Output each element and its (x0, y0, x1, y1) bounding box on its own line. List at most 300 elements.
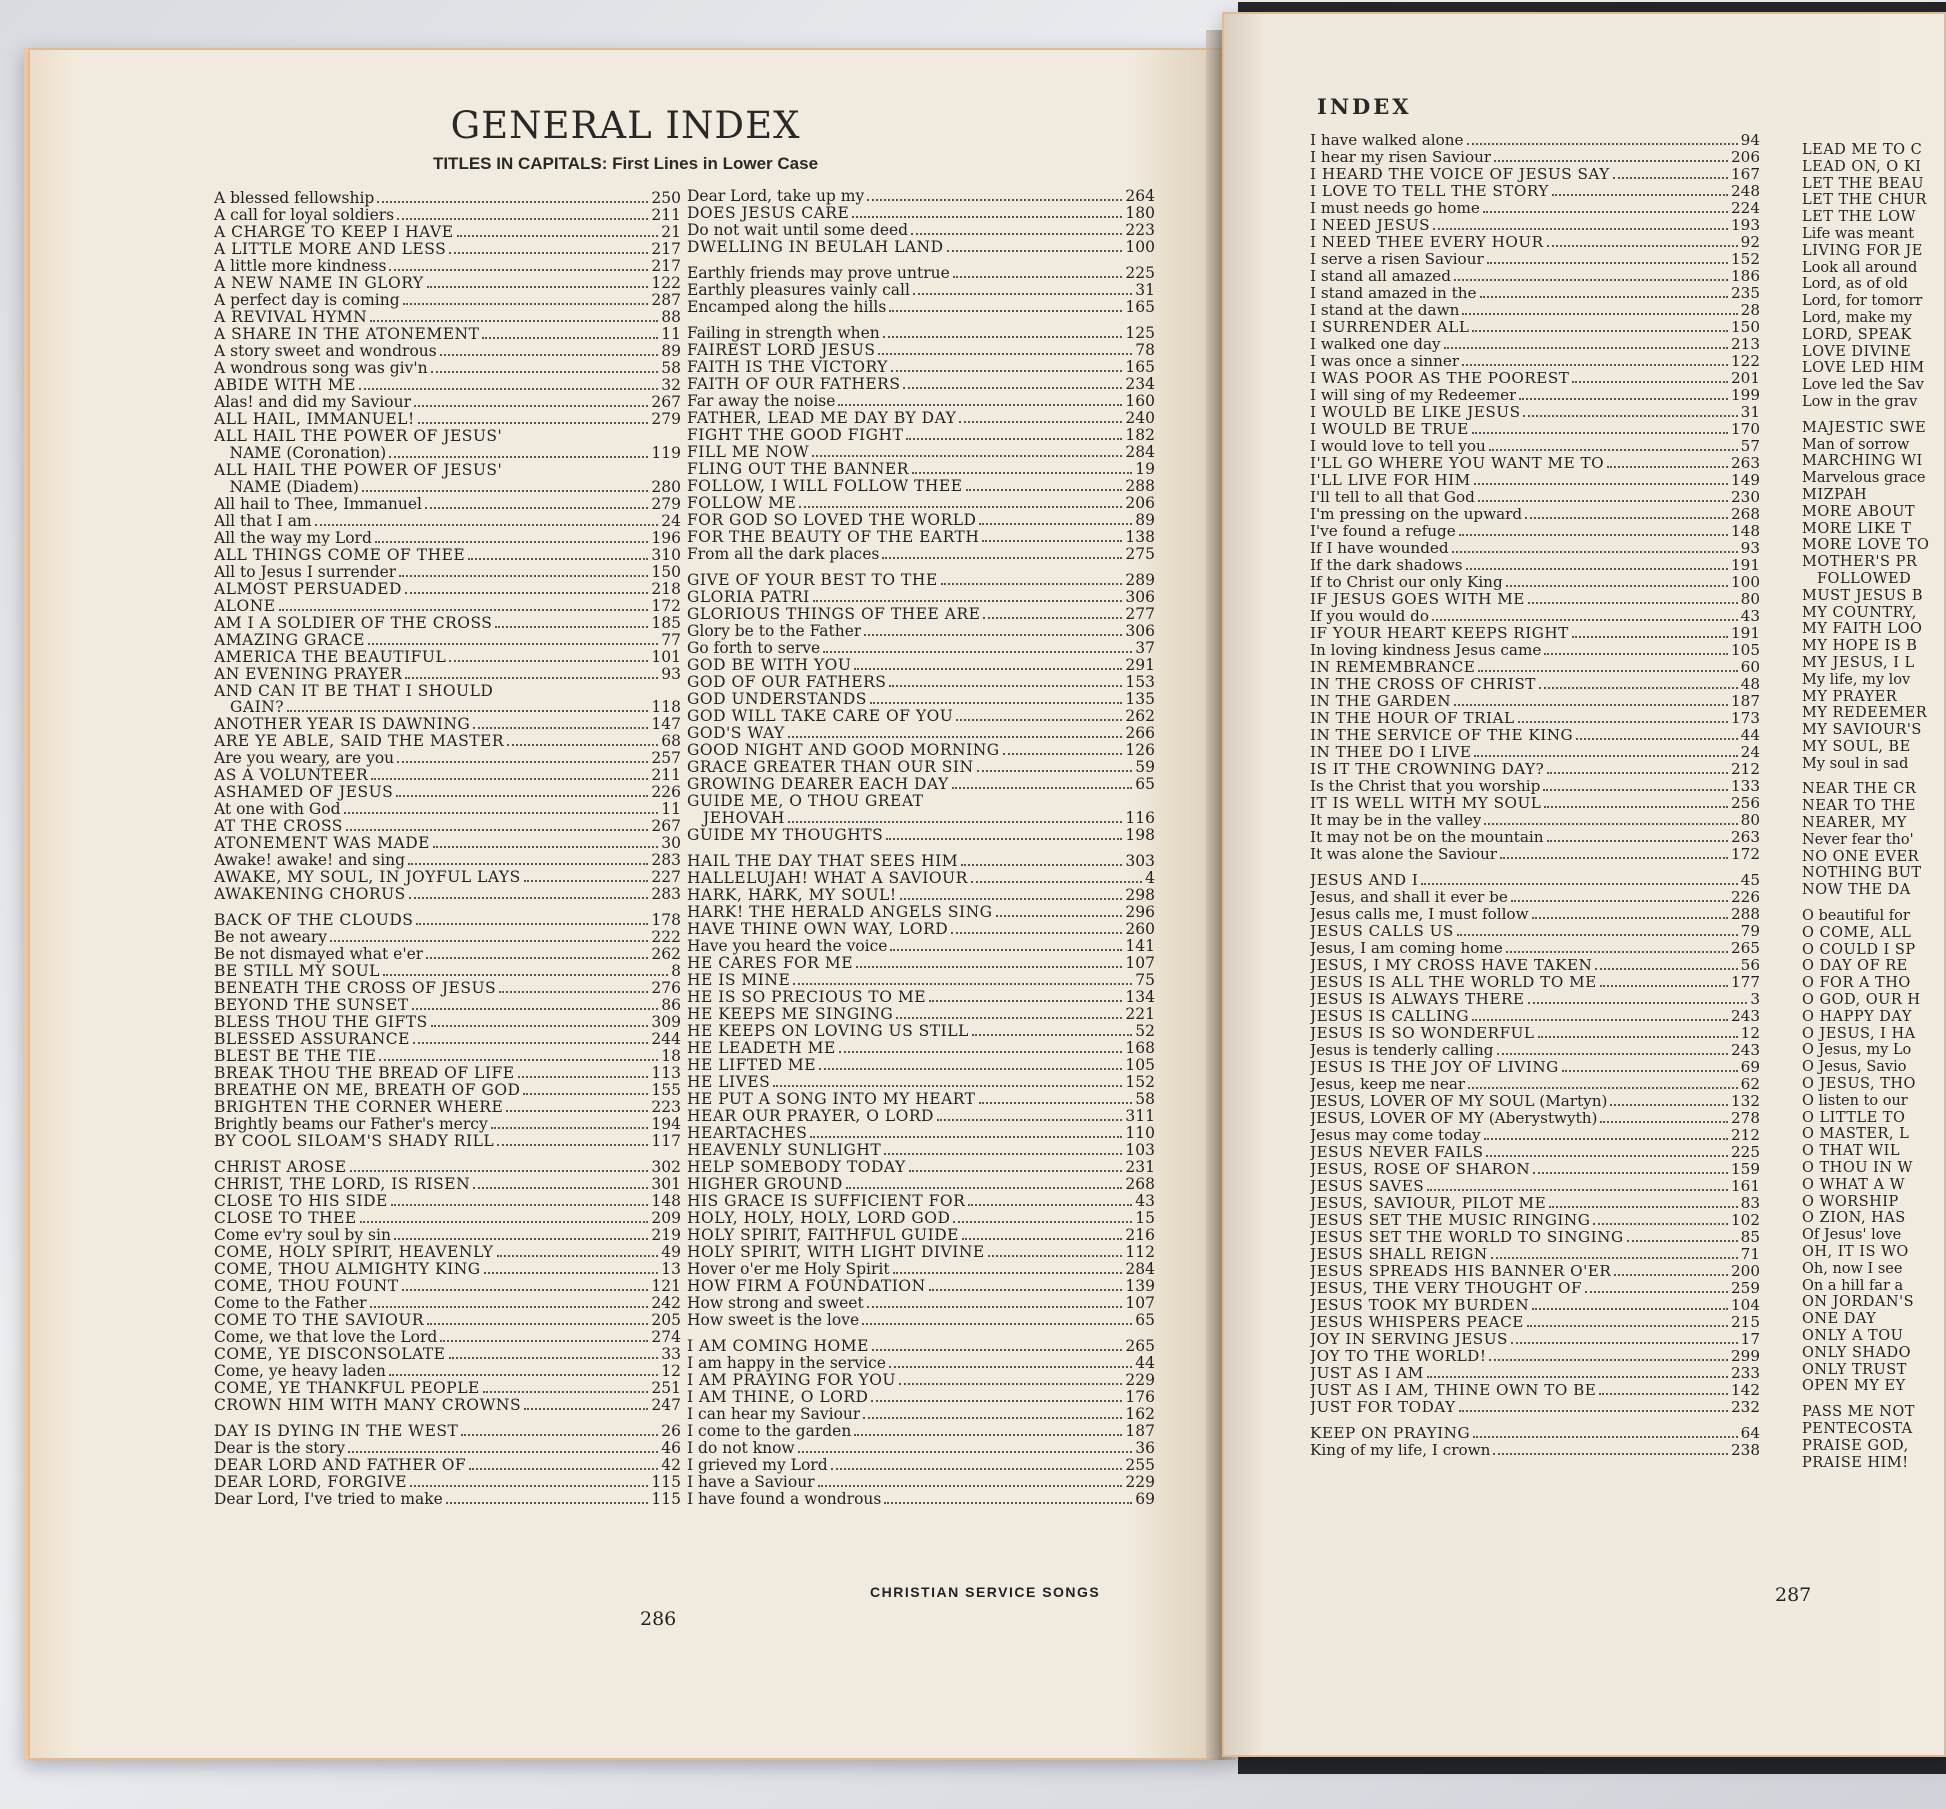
entry-title: HIS GRACE IS SUFFICIENT FOR (687, 1192, 966, 1210)
entry-title: ABIDE WITH ME (214, 377, 356, 394)
entry-title: FAITH OF OUR FATHERS (687, 376, 901, 393)
entry-title: HOW FIRM A FOUNDATION (687, 1277, 926, 1295)
dot-leader (524, 880, 649, 882)
entry-page-number: 30 (661, 835, 681, 853)
dot-leader (1459, 534, 1728, 536)
index-entry (214, 1329, 681, 1346)
entry-title: A REVIVAL HYMN (214, 309, 368, 326)
entry-page-number: 142 (1731, 1382, 1760, 1399)
index-entry (214, 428, 681, 445)
dot-leader (947, 250, 1123, 252)
index-entry (214, 716, 681, 733)
dot-leader (433, 846, 658, 848)
index-entry (1310, 574, 1760, 591)
entry-title: NEAR TO THE (1802, 798, 1916, 815)
entry-page-number: 301 (651, 1176, 681, 1194)
dot-leader (397, 761, 648, 763)
index-entry (687, 708, 1155, 725)
index-entry (687, 1006, 1155, 1023)
dot-leader (891, 370, 1122, 372)
entry-title: JESUS IS ALWAYS THERE (1310, 991, 1525, 1008)
entry-page-number: 221 (1125, 1005, 1155, 1023)
entry-title: Of Jesus' love (1802, 1227, 1902, 1244)
dot-leader (867, 199, 1122, 201)
entry-title: HOLY SPIRIT, WITH LIGHT DIVINE (687, 1243, 985, 1261)
entry-title: O MASTER, L (1802, 1126, 1910, 1143)
index-entry (1310, 906, 1760, 923)
dot-leader (410, 1485, 648, 1487)
entry-title: AND CAN IT BE THAT I SHOULD (214, 682, 494, 700)
entry-title: HE PUT A SONG INTO MY HEART (687, 1090, 976, 1108)
entry-title: PRAISE GOD, (1802, 1437, 1909, 1454)
dot-leader (507, 744, 658, 746)
entry-page-number: 80 (1740, 812, 1760, 829)
index-entry (214, 326, 681, 343)
dot-leader (1613, 177, 1728, 179)
entry-title: MARCHING WI (1802, 453, 1923, 470)
entry-title: ONLY TRUST (1802, 1361, 1907, 1378)
entry-title: I AM COMING HOME (687, 1337, 869, 1355)
index-entry (214, 1295, 681, 1312)
dot-leader (788, 736, 1123, 738)
entry-page-number: 77 (661, 631, 681, 649)
entry-title: O THOU IN W (1802, 1160, 1913, 1177)
entry-title: IN THE GARDEN (1310, 693, 1451, 710)
entry-page-number: 45 (1740, 872, 1760, 889)
dot-leader (389, 1374, 658, 1376)
index-entry (1310, 693, 1760, 710)
dot-leader (482, 337, 658, 339)
entry-title: Be not dismayed what e'er (214, 946, 424, 964)
index-entry (1310, 285, 1760, 302)
dot-leader (889, 310, 1122, 312)
entry-title: GIVE OF YOUR BEST TO THE (687, 572, 938, 589)
entry-title: IN REMEMBRANCE (1310, 659, 1476, 676)
dot-leader (344, 812, 659, 814)
dot-leader (968, 1204, 1132, 1206)
entry-title: ALONE (214, 597, 276, 615)
index-entry (1802, 226, 1946, 243)
dot-leader (375, 541, 649, 543)
entry-title: KEEP ON PRAYING (1310, 1425, 1471, 1442)
index-entry (687, 1338, 1155, 1355)
dot-leader (1523, 415, 1737, 417)
index-entry (1310, 1348, 1760, 1365)
dot-leader (1444, 347, 1728, 349)
dot-leader (852, 216, 1122, 218)
entry-page-number: 150 (1731, 319, 1760, 336)
index-entry (687, 1278, 1155, 1295)
index-entry (1310, 353, 1760, 370)
index-entry (214, 683, 681, 700)
entry-title: FLING OUT THE BANNER (687, 461, 909, 478)
entry-title: JUST FOR TODAY (1310, 1399, 1456, 1416)
index-entry (1802, 1143, 1946, 1160)
entry-page-number: 299 (1731, 1348, 1760, 1365)
index-entry (214, 886, 681, 903)
entry-title: MOTHER'S PR (1802, 554, 1918, 571)
index-entry (1310, 472, 1760, 489)
dot-leader (812, 455, 1122, 457)
entry-page-number: 46 (661, 1440, 681, 1458)
entry-title: IN THE SERVICE OF THE KING (1310, 727, 1574, 744)
dot-leader (1433, 228, 1728, 230)
entry-title: Dear is the story (214, 1440, 346, 1458)
index-entry (1802, 689, 1946, 706)
index-entry (1310, 642, 1760, 659)
dot-leader (1518, 721, 1728, 723)
left-page (24, 48, 1223, 1760)
dot-leader (1421, 883, 1737, 885)
index-entry (687, 1040, 1155, 1057)
entry-title: GROWING DEARER EACH DAY (687, 776, 949, 793)
entry-page-number: 191 (1731, 557, 1760, 574)
entry-title: Dear Lord, I've tried to make (214, 1491, 443, 1509)
index-entry (1310, 302, 1760, 319)
dot-leader (315, 524, 659, 526)
entry-page-number: 31 (1135, 282, 1155, 299)
index-entry (1802, 1076, 1946, 1093)
entry-title: HE IS SO PRECIOUS TO ME (687, 988, 927, 1006)
entry-page-number: 100 (1125, 239, 1155, 256)
entry-page-number: 201 (1731, 370, 1760, 387)
entry-page-number: 135 (1125, 691, 1155, 708)
entry-title: Oh, now I see (1802, 1260, 1903, 1277)
entry-page-number: 259 (1731, 1280, 1760, 1297)
dot-leader (1457, 934, 1738, 936)
entry-page-number: 185 (651, 614, 681, 632)
entry-title: BREATHE ON ME, BREATH OF GOD (214, 1082, 521, 1100)
dot-leader (799, 506, 1122, 508)
dot-leader (793, 983, 1132, 985)
dot-leader (523, 1093, 648, 1095)
entry-title: Look all around (1802, 259, 1918, 276)
entry-title: AWAKE, MY SOUL, IN JOYFUL LAYS (214, 869, 521, 887)
index-entry (687, 282, 1155, 299)
index-entry (687, 759, 1155, 776)
entry-title: At one with God (214, 801, 341, 819)
entry-page-number: 311 (1125, 1107, 1155, 1125)
entry-title: MORE LIKE T (1802, 520, 1912, 537)
index-entry (687, 606, 1155, 623)
entry-title: JESUS SAVES (1310, 1178, 1425, 1195)
entry-title: ALL HAIL THE POWER OF JESUS' (214, 428, 503, 445)
entry-title: JEHOVAH (687, 809, 785, 827)
entry-page-number: 280 (651, 478, 681, 496)
dot-leader (1466, 568, 1728, 570)
index-entry (687, 427, 1155, 444)
entry-title: IS IT THE CROWNING DAY? (1310, 761, 1545, 778)
entry-title: NO ONE EVER (1802, 848, 1920, 865)
entry-page-number: 18 (661, 1048, 681, 1066)
entry-title: It may not be on the mountain (1310, 829, 1544, 846)
dot-leader (1519, 398, 1728, 400)
entry-page-number: 274 (651, 1329, 681, 1347)
index-entry (687, 299, 1155, 316)
entry-page-number: 256 (1731, 795, 1760, 812)
entry-title: ALL HAIL THE POWER OF JESUS' (214, 461, 503, 479)
entry-title: O JESUS, THO (1802, 1076, 1916, 1093)
entry-title: A story sweet and wondrous (214, 343, 437, 360)
dot-leader (360, 1221, 649, 1223)
entry-page-number: 167 (1731, 166, 1760, 183)
index-entry (214, 649, 681, 666)
entry-page-number: 224 (1731, 200, 1760, 217)
entry-title: O LITTLE TO (1802, 1109, 1906, 1126)
index-entry (687, 325, 1155, 342)
index-entry (1310, 1280, 1760, 1297)
index-entry (214, 1116, 681, 1133)
entry-title: Low in the grav (1802, 393, 1918, 410)
entry-title: AT THE CROSS (214, 818, 343, 836)
dot-leader (1486, 1155, 1728, 1157)
entry-title: ALL THINGS COME OF THEE (214, 546, 466, 564)
index-entry (687, 1491, 1155, 1508)
entry-title: Love led the Sav (1802, 377, 1924, 394)
entry-page-number: 265 (1125, 1337, 1155, 1355)
index-entry (1310, 1399, 1760, 1416)
entry-page-number: 112 (1125, 1243, 1155, 1261)
index-entry (1802, 638, 1946, 655)
dot-leader (1497, 1053, 1729, 1055)
index-entry (214, 1346, 681, 1363)
entry-title: O FOR A THO (1802, 975, 1911, 992)
index-entry (1802, 1210, 1946, 1227)
dot-leader (1473, 1436, 1738, 1438)
entry-title: FOLLOWED (1802, 570, 1912, 587)
entry-page-number: 60 (1740, 659, 1760, 676)
entry-page-number: 211 (651, 767, 681, 785)
index-entry (1310, 149, 1760, 166)
entry-title: If I have wounded (1310, 540, 1449, 557)
dot-leader (449, 1357, 659, 1359)
entry-page-number: 283 (651, 886, 681, 904)
entry-title: ON JORDAN'S (1802, 1294, 1915, 1311)
index-entry (1310, 1246, 1760, 1263)
entry-title: JOY IN SERVING JESUS (1310, 1331, 1508, 1348)
entry-title: LIVING FOR JE (1802, 242, 1923, 259)
entry-page-number: 170 (1731, 421, 1760, 438)
dot-leader (1614, 1274, 1728, 1276)
entry-page-number: 212 (1731, 1127, 1760, 1144)
entry-title: JESUS, THE VERY THOUGHT OF (1310, 1280, 1583, 1297)
entry-page-number: 122 (651, 275, 681, 292)
dot-leader (1572, 381, 1728, 383)
dot-leader (909, 1170, 1123, 1172)
entry-page-number: 64 (1740, 1425, 1760, 1442)
index-entry (1802, 1311, 1946, 1328)
entry-page-number: 216 (1125, 1226, 1155, 1244)
entry-title: O Jesus, my Lo (1802, 1042, 1912, 1059)
index-entry (1310, 1229, 1760, 1246)
entry-title: HEAR OUR PRAYER, O LORD (687, 1107, 934, 1125)
entry-page-number: 100 (1731, 574, 1760, 591)
entry-page-number: 42 (661, 1457, 681, 1475)
index-entry (1802, 655, 1946, 672)
entry-title: COME, YE DISCONSOLATE (214, 1346, 446, 1364)
right-page (1222, 12, 1946, 1757)
entry-page-number: 44 (1135, 1354, 1155, 1372)
entry-title: FAIREST LORD JESUS (687, 342, 876, 359)
page-number: 287 (1775, 1584, 1812, 1606)
entry-page-number: 57 (1740, 438, 1760, 455)
index-entry (214, 852, 681, 869)
dot-leader (856, 966, 1122, 968)
entry-title: HALLELUJAH! WHAT A SAVIOUR (687, 869, 968, 887)
dot-leader (884, 1153, 1122, 1155)
entry-title: A little more kindness (214, 258, 387, 275)
index-entry (1802, 781, 1946, 798)
entry-title: I have walked alone (1310, 132, 1464, 149)
dot-leader (495, 626, 648, 628)
dot-leader (1454, 704, 1728, 706)
entry-title: JESUS, LOVER OF MY (Aberystwyth) (1310, 1110, 1598, 1127)
dot-leader (883, 336, 1123, 338)
dot-leader (348, 1451, 658, 1453)
dot-leader (1483, 211, 1728, 213)
entry-page-number: 250 (651, 190, 681, 207)
index-entry (1310, 387, 1760, 404)
index-entry (214, 1278, 681, 1295)
entry-page-number: 172 (1731, 846, 1760, 863)
entry-page-number: 125 (1125, 325, 1155, 342)
entry-title: Jesus may come today (1310, 1127, 1481, 1144)
dot-leader (983, 617, 1122, 619)
entry-title: Are you weary, are you (214, 750, 395, 768)
entry-page-number: 196 (651, 529, 681, 547)
entry-page-number: 58 (661, 360, 681, 377)
entry-page-number: 105 (1125, 1056, 1155, 1074)
index-entry (1310, 872, 1760, 889)
dot-leader (403, 303, 649, 305)
index-entry (687, 1176, 1155, 1193)
entry-page-number: 165 (1125, 359, 1155, 376)
dot-leader (468, 558, 648, 560)
index-entry (1310, 1127, 1760, 1144)
index-entry (1310, 608, 1760, 625)
entry-page-number: 173 (1731, 710, 1760, 727)
entry-title: I do not know (687, 1439, 795, 1457)
dot-leader (953, 276, 1123, 278)
entry-title: ALL HAIL, IMMANUEL! (214, 411, 415, 428)
entry-title: COME, YE THANKFUL PEOPLE (214, 1380, 480, 1398)
dot-leader (846, 1187, 1123, 1189)
index-entry (1802, 756, 1946, 773)
index-entry (687, 359, 1155, 376)
entry-page-number: 88 (661, 309, 681, 326)
index-entry (214, 784, 681, 801)
entry-title: I SURRENDER ALL (1310, 319, 1470, 336)
index-entry (214, 1133, 681, 1150)
entry-title: King of my life, I crown (1310, 1442, 1491, 1459)
entry-page-number: 31 (1740, 404, 1760, 421)
index-entry (687, 1423, 1155, 1440)
entry-page-number: 121 (651, 1278, 681, 1296)
entry-title: HEARTACHES (687, 1124, 808, 1142)
entry-title: Glory be to the Father (687, 623, 862, 640)
index-entry (1802, 327, 1946, 344)
entry-title: O COME, ALL (1802, 924, 1912, 941)
entry-title: I AM PRAYING FOR YOU (687, 1371, 896, 1389)
entry-title: Awake! awake! and sing (214, 852, 406, 870)
index-entry (1310, 455, 1760, 472)
entry-title: LOVE LED HIM (1802, 360, 1925, 377)
index-entry (1802, 975, 1946, 992)
index-entry (1802, 243, 1946, 260)
index-entry (687, 657, 1155, 674)
entry-title: HE LEADETH ME (687, 1039, 836, 1057)
entry-title: O DAY OF RE (1802, 958, 1908, 975)
entry-title: O HAPPY DAY (1802, 1008, 1912, 1025)
entry-title: JESUS NEVER FAILS (1310, 1144, 1484, 1161)
entry-title: HAVE THINE OWN WAY, LORD (687, 920, 949, 938)
entry-page-number: 3 (1750, 991, 1760, 1008)
index-entry (1310, 659, 1760, 676)
index-entry (214, 1397, 681, 1414)
index-entry (1802, 1160, 1946, 1177)
entry-title: O JESUS, I HA (1802, 1025, 1916, 1042)
entry-title: It was alone the Saviour (1310, 846, 1498, 863)
entry-page-number: 227 (651, 869, 681, 887)
entry-title: AM I A SOLDIER OF THE CROSS (214, 614, 493, 632)
entry-title: I must needs go home (1310, 200, 1480, 217)
index-column-1 (214, 190, 681, 1508)
dot-leader (862, 1323, 1132, 1325)
index-entry (687, 529, 1155, 546)
entry-page-number: 159 (1731, 1161, 1760, 1178)
entry-title: Jesus calls me, I must follow (1310, 906, 1529, 923)
index-entry (687, 376, 1155, 393)
dot-leader (1547, 840, 1728, 842)
entry-page-number: 225 (1125, 265, 1155, 282)
index-entry (1802, 908, 1946, 925)
index-entry (1310, 923, 1760, 940)
index-entry (1310, 523, 1760, 540)
entry-page-number: 58 (1135, 1090, 1155, 1108)
dot-leader (446, 1502, 649, 1504)
index-entry (687, 640, 1155, 657)
entry-page-number: 153 (1125, 674, 1155, 691)
index-entry (687, 495, 1155, 512)
entry-title: JESUS CALLS US (1310, 923, 1454, 940)
dot-leader (899, 1383, 1122, 1385)
entry-page-number: 160 (1125, 393, 1155, 410)
dot-leader (1599, 1393, 1728, 1395)
entry-title: Man of sorrow (1802, 436, 1910, 453)
dot-leader (457, 235, 659, 237)
entry-page-number: 267 (651, 818, 681, 836)
dot-leader (854, 1434, 1122, 1436)
entry-page-number: 107 (1125, 1294, 1155, 1312)
index-entry (1802, 1378, 1946, 1395)
dot-leader (913, 293, 1132, 295)
entry-page-number: 230 (1731, 489, 1760, 506)
entry-page-number: 155 (651, 1082, 681, 1100)
index-entry (1802, 672, 1946, 689)
index-entry (687, 776, 1155, 793)
entry-page-number: 48 (1740, 676, 1760, 693)
entry-title: Lord, as of old (1802, 276, 1908, 293)
entry-title: JESUS AND I (1310, 872, 1419, 889)
index-entry (214, 258, 681, 275)
index-entry (687, 572, 1155, 589)
index-entry (1802, 992, 1946, 1009)
dot-leader (1511, 900, 1728, 902)
entry-title: BLESSED ASSURANCE (214, 1031, 410, 1049)
index-entry (214, 547, 681, 564)
dot-leader (872, 1349, 1123, 1351)
entry-page-number: 56 (1740, 957, 1760, 974)
